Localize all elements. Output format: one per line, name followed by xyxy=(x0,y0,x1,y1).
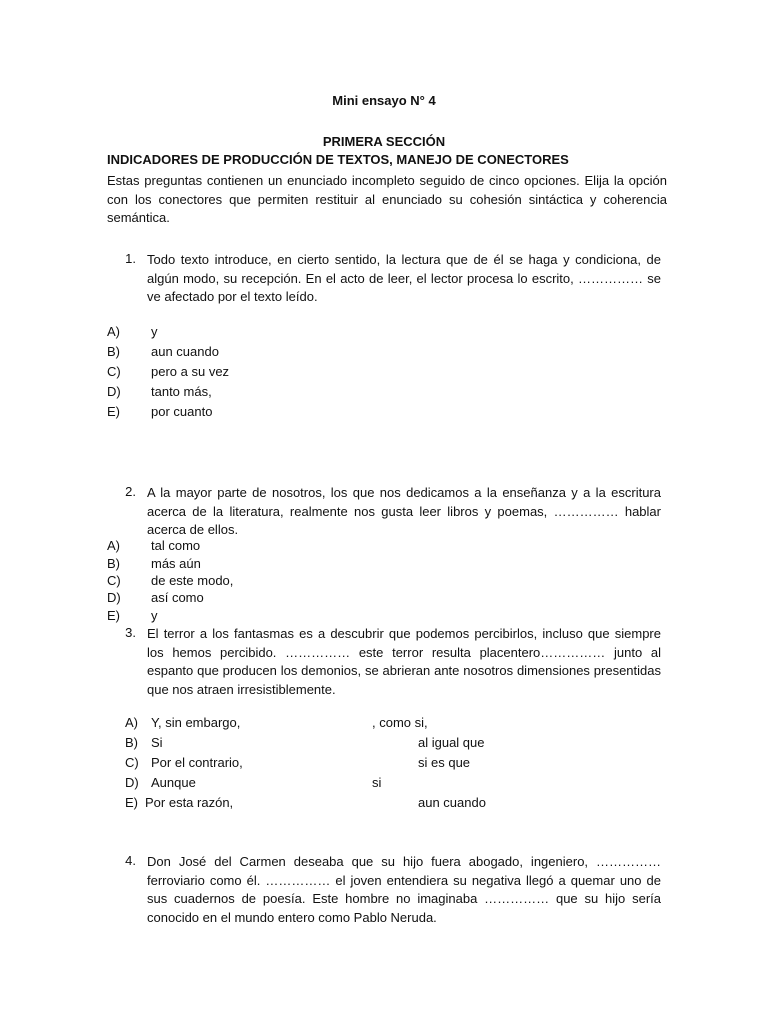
option-letter: C) xyxy=(107,364,121,379)
option-text: aun cuando xyxy=(151,344,219,359)
section-heading: PRIMERA SECCIÓN xyxy=(322,134,446,149)
option-text: por cuanto xyxy=(151,404,213,419)
section-subtitle: INDICADORES DE PRODUCCIÓN DE TEXTOS, MANEJO DE CONECTORES xyxy=(107,152,569,167)
question-number: 2. xyxy=(125,484,136,499)
question-number: 4. xyxy=(125,853,136,868)
option-letter: D) xyxy=(107,384,121,399)
option-text: de este modo, xyxy=(151,573,234,588)
option-letter: E) xyxy=(125,795,138,810)
instructions-paragraph: Estas preguntas contienen un enunciado incompleto seguido de cinco opciones. Elija la opción con los conectores que permiten restituir al enunciado su cohesión sintáctica y coherencia semántica. xyxy=(107,173,667,225)
option-letter: B) xyxy=(107,556,120,571)
option-text: pero a su vez xyxy=(151,364,230,379)
option-letter: D) xyxy=(125,775,139,790)
option-text: y xyxy=(151,324,158,339)
option-letter: C) xyxy=(125,755,139,770)
option-letter: B) xyxy=(125,735,138,750)
option-text: tal como xyxy=(151,538,201,553)
question-text: A la mayor parte de nosotros, los que nos dedicamos a la enseñanza y a la escritura acerca de la literatura, realmente nos gusta leer libros y poemas, …………… hablar acerca de ellos. xyxy=(147,485,661,537)
option-text: así como xyxy=(151,590,204,605)
option-letter: A) xyxy=(125,715,138,730)
question-text: Todo texto introduce, en cierto sentido, la lectura que de él se haga y condiciona, de algún modo, su recepción. En el acto de leer, el lector procesa lo escrito, …………… se ve afectado por el texto leído. xyxy=(147,252,661,304)
option-second-connector: , como si, xyxy=(372,715,428,730)
option-letter: C) xyxy=(107,573,121,588)
option-first-connector: Por el contrario, xyxy=(151,755,243,770)
option-second-connector: aun cuando xyxy=(418,795,486,810)
option-letter: B) xyxy=(107,344,120,359)
option-letter: A) xyxy=(107,324,120,339)
option-text: y xyxy=(151,608,158,623)
document-title: Mini ensayo N° 4 xyxy=(332,93,436,108)
option-first-connector: Por esta razón, xyxy=(145,795,234,810)
option-text: más aún xyxy=(151,556,201,571)
option-first-connector: Y, sin embargo, xyxy=(151,715,241,730)
option-letter: E) xyxy=(107,404,120,419)
option-first-connector: Si xyxy=(151,735,163,750)
option-letter: E) xyxy=(107,608,120,623)
option-second-connector: si es que xyxy=(418,755,471,770)
option-letter: A) xyxy=(107,538,120,553)
option-second-connector: si xyxy=(372,775,382,790)
option-text: tanto más, xyxy=(151,384,212,399)
option-letter: D) xyxy=(107,590,121,605)
question-text: El terror a los fantasmas es a descubrir que podemos percibirlos, incluso que siempre los hemos percibido. …………… este terror resulta placentero…………… junto al espanto que producen los demonios, se abrieran ante nosotros dimensiones presentidas que nos atraen irresistiblemente. xyxy=(147,626,661,697)
question-text: Don José del Carmen deseaba que su hijo fuera abogado, ingeniero, …………… ferroviario como él. …………… el joven entendiera su negativa llegó a quemar uno de sus cuadernos de poesía. Este hombre no imaginaba …………… que su hijo sería conocido en el mundo entero como Pablo Neruda. xyxy=(147,854,661,925)
option-first-connector: Aunque xyxy=(151,775,196,790)
question-number: 3. xyxy=(125,625,136,640)
question-number: 1. xyxy=(125,251,136,266)
option-second-connector: al igual que xyxy=(418,735,485,750)
